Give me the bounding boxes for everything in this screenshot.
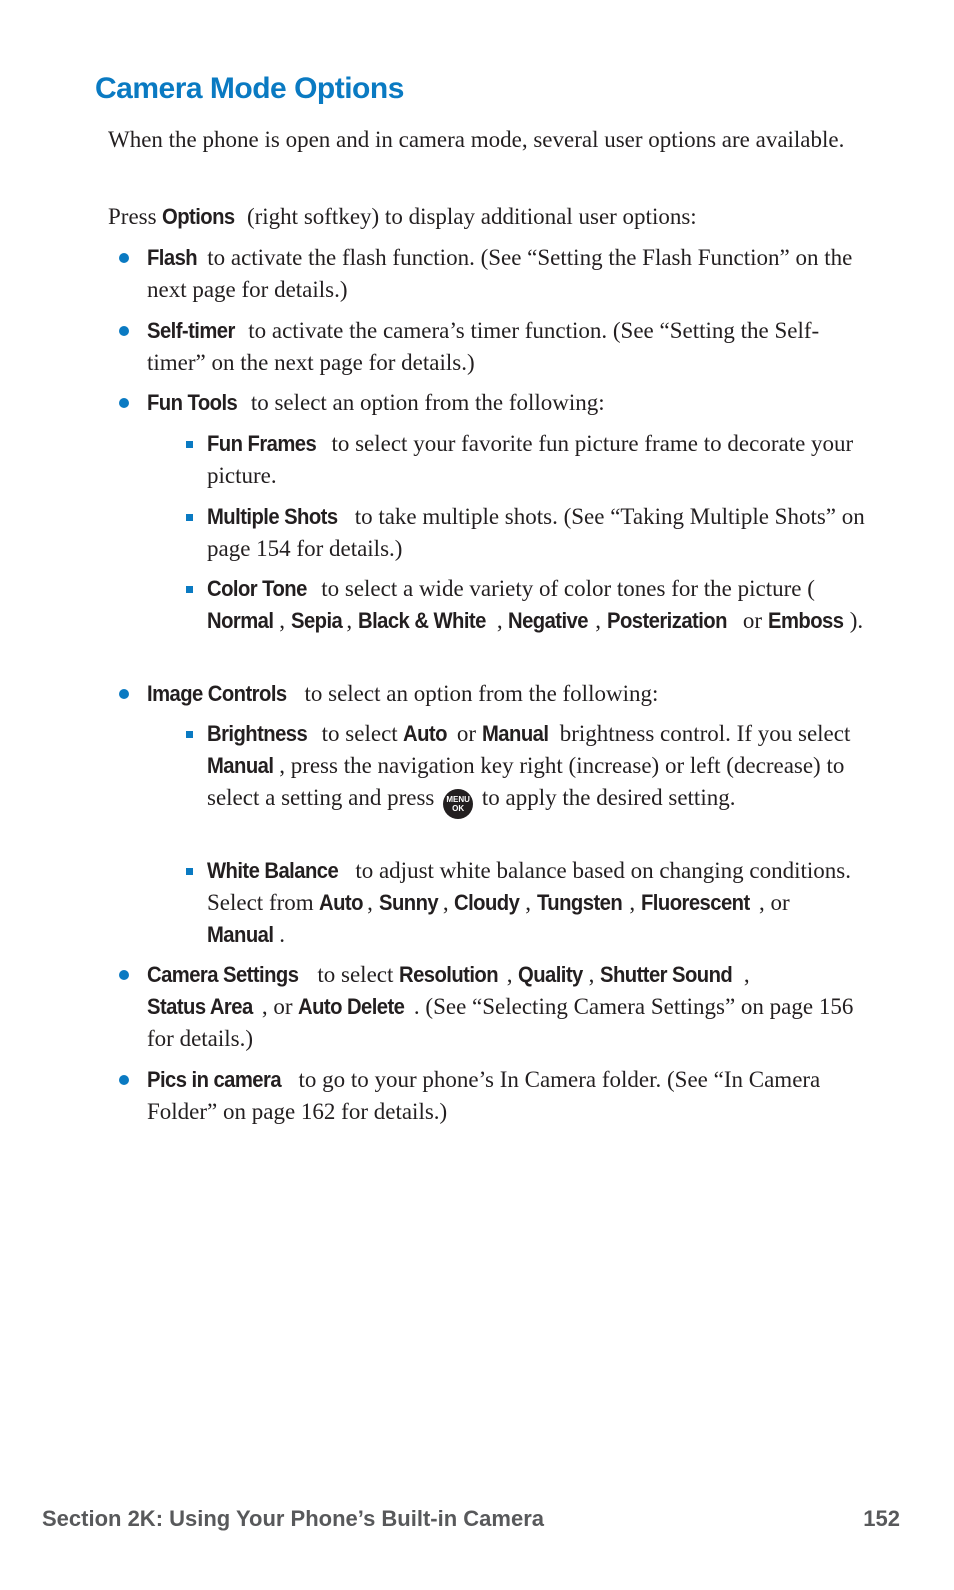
option-normal: Normal [207,608,274,633]
desc-self-timer: to activate the camera’s timer function. (See “Setting the Self-timer” on the next page for details.) [147,318,820,375]
desc-text: to apply the desired setting. [476,785,736,810]
bullet-dot-icon [119,689,129,699]
term-fun-tools: Fun Tools [147,390,238,415]
separator: , [442,890,455,915]
option-black-white: Black & White [357,608,486,633]
option-auto-delete: Auto Delete [298,994,405,1019]
term-color-tone: Color Tone [207,576,307,601]
bullet-dot-icon [119,1075,129,1085]
connector-text: or [451,721,482,746]
press-text: Press [108,204,163,229]
list-item-fun-frames [207,428,867,492]
desc-image-controls: to select an option from the following: [298,681,659,706]
list-item-image-controls [147,678,867,710]
separator: , [629,890,641,915]
separator: or [737,608,768,633]
list-item-brightness [207,718,867,819]
separator: , [367,890,379,915]
list-item-multiple-shots [207,501,867,565]
option-sepia: Sepia [290,608,342,633]
list-item-pics-in-camera [147,1064,867,1128]
desc-flash: to activate the flash function. (See “Setting the Flash Function” on the next page for details.) [147,245,853,302]
term-camera-settings: Camera Settings [147,962,299,987]
separator: , [279,608,291,633]
press-after-text: (right softkey) to display additional user options: [241,204,697,229]
term-multiple-shots: Multiple Shots [207,504,338,529]
option-tungsten: Tungsten [536,890,622,915]
desc-camera-settings: to select [311,962,400,987]
term-flash: Flash [147,245,198,270]
options-key-label: Options [162,204,235,229]
option-shutter-sound: Shutter Sound [600,962,733,987]
option-manual: Manual [207,922,274,947]
desc-pics-in-camera: to go to your phone’s In Camera folder. (See “In Camera Folder” on page 162 for details.) [147,1067,821,1124]
desc-multiple-shots: to take multiple shots. (See “Taking Multiple Shots” on page 154 for details.) [207,504,865,561]
desc-text: brightness control. If you select [553,721,851,746]
menu-ok-key-icon [443,789,473,819]
term-fun-frames: Fun Frames [207,431,317,456]
separator: , or [758,890,790,915]
list-item-flash [147,242,867,306]
bullet-dot-icon [119,326,129,336]
bullet-dot-icon [119,398,129,408]
option-auto: Auto [403,721,448,746]
option-quality: Quality [518,962,584,987]
desc-fun-frames: to select your favorite fun picture frame to decorate your picture. [207,431,854,488]
list-item-fun-tools [147,387,867,419]
intro-paragraph: When the phone is open and in camera mode, several user options are available. [108,127,845,152]
option-status-area: Status Area [147,994,253,1019]
option-manual: Manual [481,721,549,746]
option-posterization: Posterization [606,608,727,633]
option-emboss: Emboss [767,608,844,633]
list-item-color-tone [207,573,867,637]
bullet-square-icon [186,868,193,875]
list-item-camera-settings [147,959,867,1055]
page-number: 152 [863,1506,900,1531]
separator: , [506,962,519,987]
option-manual-2: Manual [207,753,274,778]
option-resolution: Resolution [399,962,499,987]
footer-section-title: Section 2K: Using Your Phone’s Built-in Camera [42,1506,545,1531]
term-image-controls: Image Controls [147,681,287,706]
separator: , [525,890,537,915]
desc-fun-tools: to select an option from the following: [245,390,605,415]
separator: , [346,608,358,633]
option-auto: Auto [319,890,364,915]
option-sunny: Sunny [378,890,438,915]
separator: , [588,962,601,987]
sentence-end: ). [849,608,864,633]
separator: , [496,608,509,633]
option-fluorescent: Fluorescent [640,890,750,915]
separator: , or [261,994,299,1019]
bullet-square-icon [186,586,193,593]
term-pics-in-camera: Pics in camera [147,1067,282,1092]
sentence-end: . (See “Selecting Camera Settings” on page 156 for details.) [147,994,854,1051]
options-paragraph [108,201,868,233]
ok-key-label: OK [452,804,465,813]
list-item-white-balance [207,855,867,951]
bullet-dot-icon [119,253,129,263]
desc-brightness: to select [315,721,404,746]
page-title: Camera Mode Options [95,72,404,105]
term-brightness: Brightness [207,721,308,746]
bullet-square-icon [186,514,193,521]
separator: , [743,962,750,987]
menu-key-label: MENU [446,795,470,804]
desc-white-balance: to adjust white balance based on changing conditions. Select from [207,858,851,915]
bullet-dot-icon [119,970,129,980]
option-negative: Negative [508,608,589,633]
desc-color-tone: to select a wide variety of color tones for the picture ( [315,576,815,601]
bullet-square-icon [186,441,193,448]
term-white-balance: White Balance [207,858,339,883]
sentence-end: . [279,922,285,947]
bullet-square-icon [186,731,193,738]
list-item-self-timer [147,315,867,379]
desc-text: , press the navigation key right (increase) or left (decrease) to select a setting and press [207,753,845,810]
separator: , [595,608,607,633]
term-self-timer: Self-timer [147,318,235,343]
option-cloudy: Cloudy [454,890,520,915]
